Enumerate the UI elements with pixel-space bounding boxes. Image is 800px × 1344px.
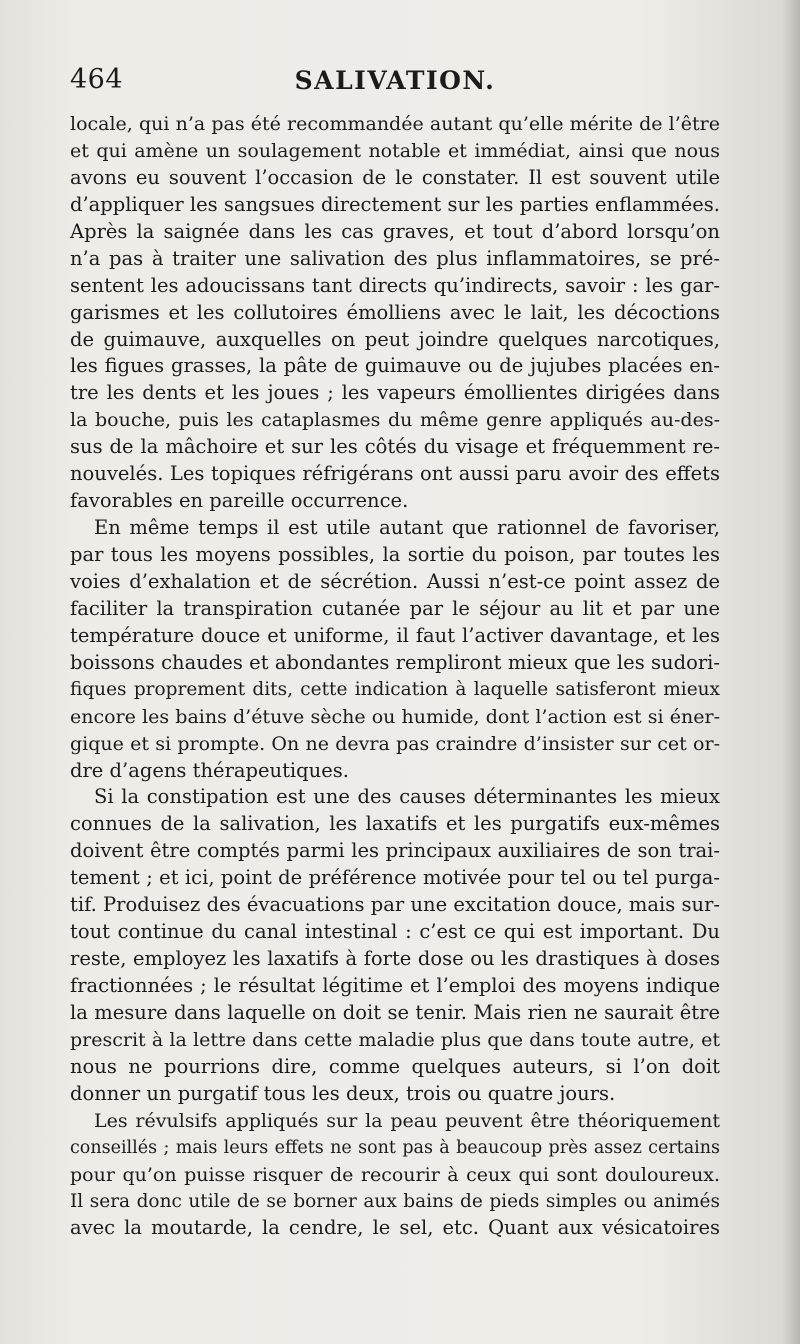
text-line: voies d’exhalation et de sécrétion. Aussi n’est-ce point assez de <box>70 569 720 593</box>
text-line: sentent les adoucissans tant directs qu’indirects, savoir : les gar- <box>70 273 720 297</box>
text-line: Il sera donc utile de se borner aux bains de pieds simples ou animés <box>70 1190 720 1212</box>
text-line: nouvelés. Les topiques réfrigérans ont aussi paru avoir des effets <box>70 462 720 486</box>
text-line: locale, qui n’a pas été recommandée autant qu’elle mérite de l’être <box>70 113 720 135</box>
text-line: la bouche, puis les cataplasmes du même genre appliqués au-des- <box>70 409 720 432</box>
text-line: Les révulsifs appliqués sur la peau peuvent être théoriquement <box>94 1109 720 1132</box>
text-line: encore les bains d’étuve sèche ou humide, dont l’action est si éner- <box>70 705 720 728</box>
text-line: fractionnées ; le résultat légitime et l’emploi des moyens indique <box>70 974 720 997</box>
text-line: température douce et uniforme, il faut l’activer davantage, et les <box>70 623 720 647</box>
text-line: nous ne pourrions dire, comme quelques auteurs, si l’on doit <box>70 1054 720 1078</box>
text-line: la mesure dans laquelle on doit se tenir. Mais rien ne saurait être <box>70 1000 720 1024</box>
text-line: d’appliquer les sangsues directement sur les parties enflammées. <box>70 192 720 216</box>
body-text <box>70 111 720 1242</box>
text-line: les figues grasses, la pâte de guimauve ou de jujubes placées en- <box>70 354 720 378</box>
text-line: boissons chaudes et abondantes rempliront mieux que les sudori- <box>70 650 720 674</box>
text-line: favorables en pareille occurrence. <box>70 489 409 513</box>
text-line: En même temps il est utile autant que rationnel de favoriser, <box>94 516 720 540</box>
text-line: tre les dents et les joues ; les vapeurs émollientes dirigées dans <box>70 381 720 405</box>
page-edge-shadow <box>782 0 800 1344</box>
text-line: faciliter la transpiration cutanée par le séjour au lit et par une <box>70 596 720 620</box>
text-line: garismes et les collutoires émolliens avec le lait, les décoctions <box>70 300 720 324</box>
text-line: avec la moutarde, la cendre, le sel, etc. Quant aux vésicatoires <box>70 1216 720 1240</box>
text-line: par tous les moyens possibles, la sortie du poison, par toutes les <box>70 543 720 566</box>
page-number: 464 <box>70 64 124 95</box>
text-line: prescrit à la lettre dans cette maladie plus que dans toute autre, et <box>70 1028 720 1051</box>
text-line: connues de la salivation, les laxatifs et les purgatifs eux-mêmes <box>70 812 720 836</box>
text-line: fiques proprement dits, cette indication à laquelle satisferont mieux <box>70 678 720 700</box>
text-line: dre d’agens thérapeutiques. <box>70 758 349 782</box>
text-line: sus de la mâchoire et sur les côtés du visage et fréquemment re- <box>70 435 720 459</box>
page-header <box>70 64 720 104</box>
text-line: n’a pas à traiter une salivation des plus inflammatoires, se pré- <box>70 246 720 270</box>
text-line: Si la constipation est une des causes déterminantes les mieux <box>94 785 720 809</box>
text-line: doivent être comptés parmi les principaux auxiliaires de son trai- <box>70 839 720 863</box>
text-line: pour qu’on puisse risquer de recourir à ceux qui sont douloureux. <box>70 1163 720 1186</box>
text-line: Après la saignée dans les cas graves, et tout d’abord lorsqu’on <box>70 219 720 243</box>
text-line: reste, employez les laxatifs à forte dose ou les drastiques à doses <box>70 947 720 971</box>
text-line: tif. Produisez des évacuations par une excitation douce, mais sur- <box>70 893 720 917</box>
text-line: gique et si prompte. On ne devra pas craindre d’insister sur cet or- <box>70 732 720 755</box>
text-line: de guimauve, auxquelles on peut joindre quelques narcotiques, <box>70 327 720 351</box>
text-line: conseillés ; mais leurs effets ne sont pas à beaucoup près assez certains <box>70 1137 720 1158</box>
text-line: tout continue du canal intestinal : c’est ce qui est important. Du <box>70 920 720 944</box>
text-line: donner un purgatif tous les deux, trois ou quatre jours. <box>70 1081 616 1105</box>
text-line: avons eu souvent l’occasion de le constater. Il est souvent utile <box>70 165 720 189</box>
running-head: SALIVATION. <box>294 66 496 95</box>
text-line: tement ; et ici, point de préférence motivée pour tel ou tel purga- <box>70 866 720 890</box>
text-line: et qui amène un soulagement notable et immédiat, ainsi que nous <box>70 139 720 162</box>
